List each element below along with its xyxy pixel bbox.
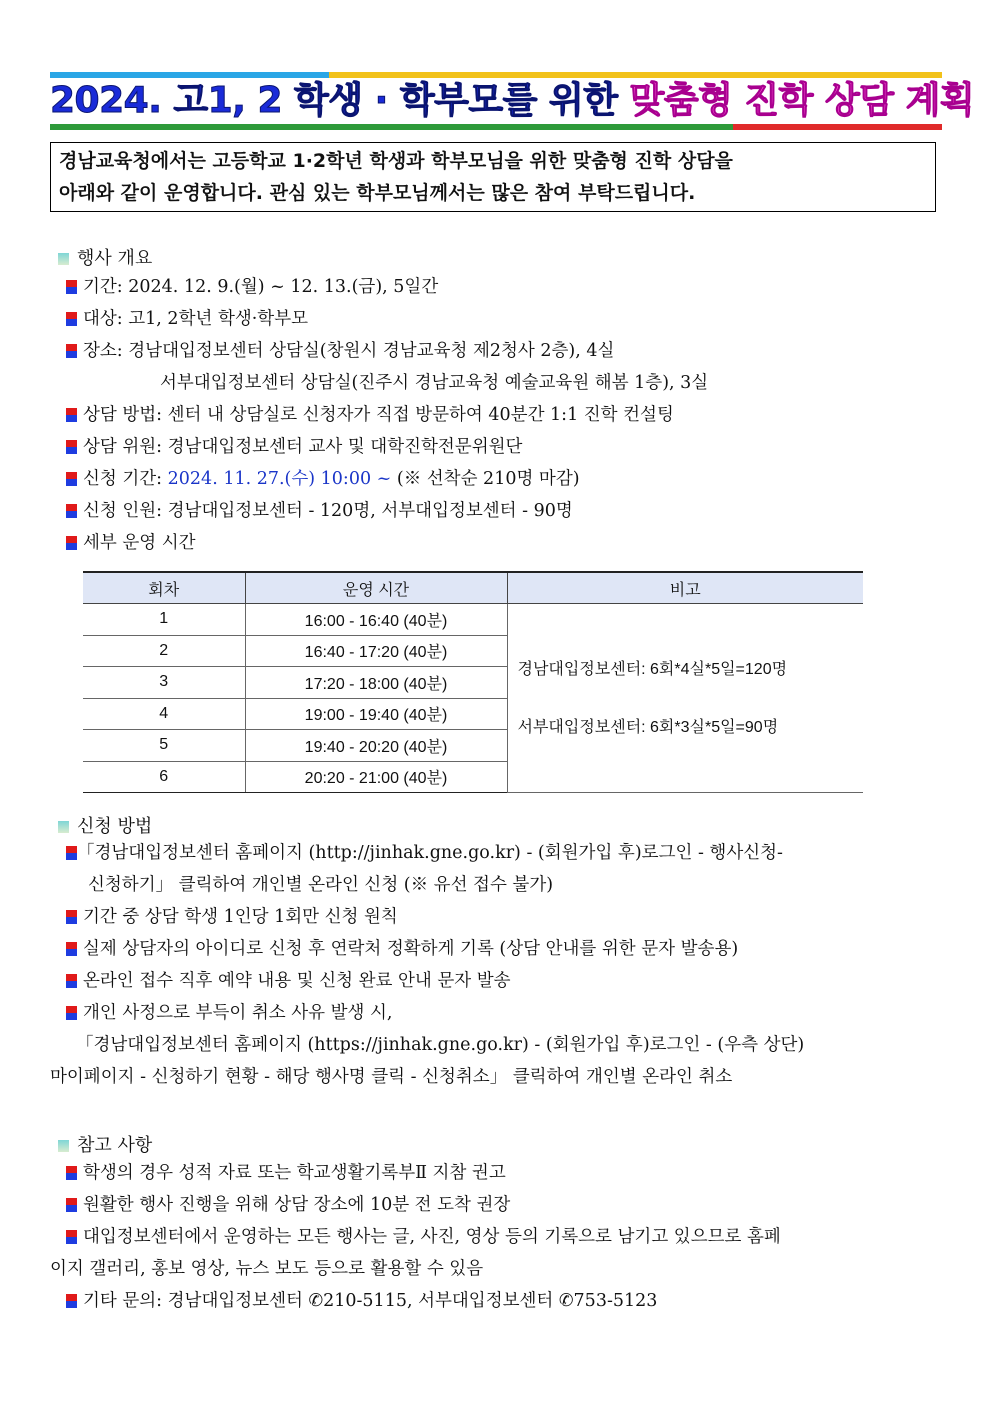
notes-item-4-text: 기타 문의: 경남대입정보센터 ✆210-5115, 서부대입정보센터 ✆753-5123	[83, 1291, 658, 1311]
cell-round: 2	[83, 635, 245, 667]
overview-place	[66, 339, 614, 363]
overview-schedule-label	[66, 531, 196, 555]
apply-item-5-cont	[76, 1033, 804, 1057]
overview-capacity	[66, 499, 573, 523]
apply-item-1-cont-text: 신청하기」 클릭하여 개인별 온라인 신청 (※ 유선 접수 불가)	[88, 875, 554, 895]
section-square-icon	[58, 1140, 69, 1152]
overview-counselors-text: 상담 위원: 경남대입정보센터 교사 및 대학진학전문위원단	[83, 437, 523, 457]
bullet-icon	[66, 312, 77, 326]
bullet-icon	[66, 1294, 77, 1308]
apply-item-3	[66, 937, 738, 961]
apply-item-5-cont-2	[50, 1065, 732, 1089]
apply-item-4-text: 온라인 접수 직후 예약 내용 및 신청 완료 안내 문자 발송	[83, 971, 511, 991]
bullet-icon	[66, 910, 77, 924]
section-heading-text: 신청 방법	[77, 816, 153, 837]
overview-target	[66, 307, 308, 331]
page-title	[50, 78, 975, 124]
overview-counselors	[66, 435, 522, 459]
overview-method	[66, 403, 674, 427]
cell-time: 19:00 - 19:40 (40분)	[245, 698, 507, 730]
overview-place-text-2: 서부대입정보센터 상담실(진주시 경남교육청 예술교육원 해봄 1층), 3실	[160, 373, 709, 393]
bullet-icon	[66, 280, 77, 294]
cell-round: 6	[83, 761, 245, 793]
bullet-icon	[66, 1006, 77, 1020]
overview-schedule-text: 세부 운영 시간	[83, 533, 196, 553]
notes-item-1-text: 학생의 경우 성적 자료 또는 학교생활기록부Ⅱ 지참 권고	[83, 1163, 506, 1183]
section-heading-text: 행사 개요	[77, 248, 153, 269]
cell-time: 19:40 - 20:20 (40분)	[245, 730, 507, 762]
section-square-icon	[58, 821, 69, 833]
overview-method-text: 상담 방법: 센터 내 상담실로 신청자가 직접 방문하여 40분간 1:1 진학 컨설팅	[83, 405, 674, 425]
apply-period-date: 2024. 11. 27.(수) 10:00 ~	[167, 469, 392, 489]
apply-period-label: 신청 기간:	[83, 469, 168, 489]
intro-line-1: 경남교육청에서는 고등학교 1·2학년 학생과 학부모님을 위한 맞춤형 진학 상담을	[59, 150, 733, 172]
bullet-icon	[66, 1230, 77, 1244]
notes-item-2	[66, 1193, 510, 1217]
cell-round: 5	[83, 730, 245, 762]
notes-item-3-cont	[50, 1257, 483, 1281]
note-seobu: 서부대입정보센터: 6회*3실*5일=90명	[517, 718, 779, 736]
notes-item-3-text: 대입정보센터에서 운영하는 모든 행사는 글, 사진, 영상 등의 기록으로 남기고 있으므로 홈페	[83, 1227, 781, 1247]
intro-box	[50, 142, 936, 212]
apply-item-5-cont-text: 「경남대입정보센터 홈페이지 (https://jinhak.gne.go.kr) - (회원가입 후)로그인 - (우측 상단)	[76, 1035, 805, 1055]
apply-item-5-cont-2-text: 마이페이지 - 신청하기 현황 - 해당 행사명 클릭 - 신청취소」 클릭하여 개인별 온라인 취소	[50, 1067, 733, 1087]
title-bottom-bar	[50, 124, 942, 130]
section-heading-notes	[58, 1131, 152, 1157]
bullet-icon	[66, 440, 77, 454]
section-square-icon	[58, 253, 69, 265]
notes-item-3	[66, 1225, 781, 1249]
table-header-row	[83, 572, 863, 604]
cell-time: 17:20 - 18:00 (40분)	[245, 667, 507, 699]
apply-item-5-text: 개인 사정으로 부득이 취소 사유 발생 시,	[83, 1003, 393, 1023]
cell-time: 20:20 - 21:00 (40분)	[245, 761, 507, 793]
notes-item-3-cont-text: 이지 갤러리, 홍보 영상, 뉴스 보도 등으로 활용할 수 있음	[50, 1259, 484, 1279]
schedule-table	[83, 571, 863, 793]
apply-item-5	[66, 1001, 392, 1025]
cell-time: 16:40 - 17:20 (40분)	[245, 635, 507, 667]
bullet-icon	[66, 472, 77, 486]
bar-segment-red	[733, 124, 942, 130]
note-gyeongnam: 경남대입정보센터: 6회*4실*5일=120명	[517, 660, 788, 678]
bullet-icon	[66, 504, 77, 518]
bullet-icon	[66, 1198, 77, 1212]
bullet-icon	[66, 344, 77, 358]
intro-line-2: 아래와 같이 운영합니다. 관심 있는 학부모님께서는 많은 참여 부탁드립니다.	[59, 182, 696, 204]
bullet-icon	[66, 1166, 77, 1180]
title-main: 2024. 고1, 2 학생 · 학부모를 위한	[50, 80, 630, 121]
apply-period-note: (※ 선착순 210명 마감)	[391, 469, 580, 489]
apply-item-3-text: 실제 상담자의 아이디로 신청 후 연락처 정확하게 기록 (상담 안내를 위한 문자 발송용)	[83, 939, 739, 959]
overview-period	[66, 275, 438, 299]
bullet-icon	[66, 408, 77, 422]
bar-segment-green	[50, 124, 733, 130]
title-banner	[50, 72, 975, 130]
bullet-icon	[66, 846, 77, 860]
notes-item-1	[66, 1161, 506, 1185]
cell-time: 16:00 - 16:40 (40분)	[245, 604, 507, 636]
table-row	[83, 604, 863, 636]
section-heading-apply	[58, 812, 152, 838]
cell-round: 1	[83, 604, 245, 636]
col-header-round: 회차	[83, 572, 245, 604]
cell-round: 4	[83, 698, 245, 730]
cell-round: 3	[83, 667, 245, 699]
overview-capacity-text: 신청 인원: 경남대입정보센터 - 120명, 서부대입정보센터 - 90명	[83, 501, 573, 521]
overview-period-text: 기간: 2024. 12. 9.(월) ~ 12. 13.(금), 5일간	[83, 277, 439, 297]
apply-item-2-text: 기간 중 상담 학생 1인당 1회만 신청 원칙	[83, 907, 398, 927]
section-heading-overview	[58, 244, 152, 270]
apply-item-1-cont	[88, 873, 553, 897]
bullet-icon	[66, 974, 77, 988]
bullet-icon	[66, 942, 77, 956]
apply-item-1-text: 「경남대입정보센터 홈페이지 (http://jinhak.gne.go.kr) - (회원가입 후)로그인 - 행사신청-	[77, 843, 783, 863]
section-heading-text: 참고 사항	[77, 1135, 153, 1156]
apply-item-1	[66, 841, 783, 865]
col-header-note: 비고	[507, 572, 863, 604]
cell-note	[507, 604, 863, 793]
overview-apply-period	[66, 467, 580, 491]
apply-item-4	[66, 969, 511, 993]
overview-target-text: 대상: 고1, 2학년 학생·학부모	[83, 309, 309, 329]
title-highlight: 맞춤형 진학 상담 계획	[629, 80, 975, 121]
col-header-time: 운영 시간	[245, 572, 507, 604]
bullet-icon	[66, 536, 77, 550]
overview-place-2	[160, 371, 708, 395]
notes-item-4	[66, 1289, 657, 1313]
overview-place-text-1: 장소: 경남대입정보센터 상담실(창원시 경남교육청 제2청사 2층), 4실	[83, 341, 615, 361]
notes-item-2-text: 원활한 행사 진행을 위해 상담 장소에 10분 전 도착 권장	[83, 1195, 511, 1215]
apply-item-2	[66, 905, 398, 929]
